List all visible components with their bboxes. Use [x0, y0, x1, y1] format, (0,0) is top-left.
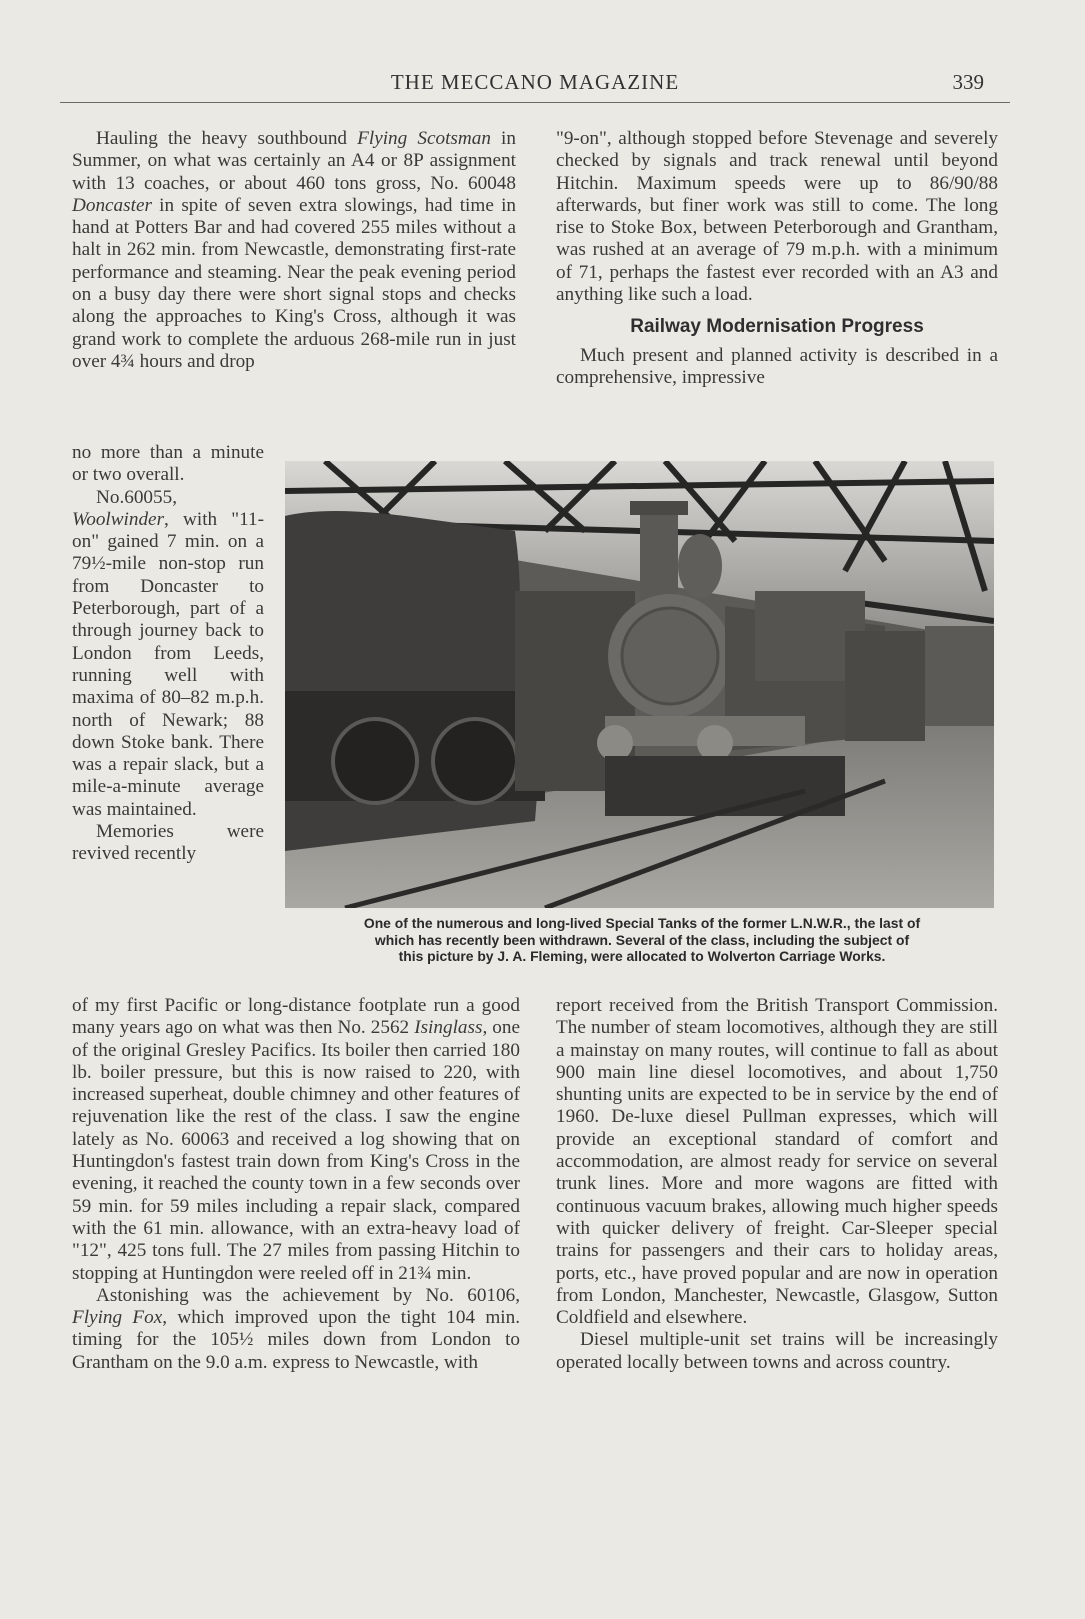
paragraph-flying-scotsman — [72, 128, 516, 373]
text-run: in spite of seven extra slowings, had time in hand at Potters Bar and had covered 255 miles without a halt in 262 min. from Newcastle, demonstrating first-rate performance and steaming. Near the peak evening period on a busy day there were short signal stops and checks along the approaches to King's Cross, although it was grand work to complete the arduous 268-mile run in just over 4¾ hours and drop — [72, 194, 516, 372]
loco-name-italic: Flying Fox — [72, 1307, 163, 1329]
section-heading: Railway Modernisation Progress — [630, 316, 924, 338]
loco-name-italic: Doncaster — [72, 194, 152, 216]
paragraph-flying-fox — [72, 1285, 520, 1374]
journal-title: THE MECCANO MAGAZINE — [390, 70, 680, 94]
text-run: No.60055, — [96, 486, 178, 508]
left-column-top — [72, 128, 516, 373]
paragraph-nine-on: "9-on", although stopped before Stevenage and severely checked by signals and track renewal until beyond Hitchin. Maximum speeds were up to 86/90/88 afterwards, but finer work was still to come. The long rise to Stoke Box, between Peterborough and Grantham, was rushed at an average of 79 m.p.h. with a minimum of 71, perhaps the fastest ever recorded with an A3 and anything like such a load. — [556, 128, 998, 306]
locomotive-photo — [285, 461, 994, 908]
loco-name-italic: Isinglass — [414, 1017, 483, 1039]
right-column-top — [556, 128, 998, 389]
text-run: in Summer, on what was certainly an A4 or 8P assignment with 13 coaches, or about 460 tons gross, No. 60048 — [72, 128, 516, 194]
paragraph-diesel: Diesel multiple-unit set trains will be increasingly operated locally between towns and across country. — [556, 1329, 998, 1373]
caption-line: One of the numerous and long-lived Special Tanks of the former L.N.W.R., the last of — [363, 915, 921, 931]
caption-line: this picture by J. A. Fleming, were allocated to Wolverton Carriage Works. — [398, 948, 886, 964]
paragraph-modernisation-rest: report received from the British Transport Commission. The number of steam locomotives, although they are still a mainstay on many routes, will continue to fall as about 900 main line diesel locomotives, and about 1,750 shunting units are expected to be in service by the end of 1960. De-luxe diesel Pullman expresses, which will provide an exceptional standard of comfort and accommodation, are almost ready for service on several trunk lines. More and more wagons are fitted with continuous vacuum brakes, allowing much higher speeds with quicker delivery of freight. Car-Sleeper special trains for passengers and their cars to holiday areas, ports, etc., have proved popular and are now in operation from London, Manchester, Newcastle, Glasgow, Sutton Coldfield and elsewhere. — [556, 995, 998, 1329]
loco-name-italic: Woolwinder — [72, 508, 165, 530]
text-run: , with "11-on" gained 7 min. on a 79½-mile non-stop run from Doncaster to Peterborough, part of a through journey back to London from Leeds, running well with maxima of 80–82 m.p.h. north of Newark; 88 down Stoke bank. There was a repair slack, but a mile-a-minute average was maintained. — [72, 508, 264, 820]
running-head — [60, 66, 1010, 103]
text-run: Hauling the heavy southbound — [96, 128, 358, 149]
caption-line: which has recently been withdrawn. Several of the class, including the subject of — [374, 931, 910, 948]
paragraph-isinglass — [72, 995, 520, 1285]
text-run: , one of the original Gresley Pacifics. Its boiler then carried 180 lb. boiler pressure, but this is now raised to 220, with increased superheat, double chimney and other features of rejuvenation like the rest of the class. I saw the engine lately as No. 60063 and received a log showing that on Huntingdon's fastest train down from King's Cross in the evening, it reached the county town in a few seconds over 59 min. for 59 miles including a repair slack, compared with the 61 min. allowance, with an extra-heavy load of "12", 425 tons full. The 27 miles from passing Hitchin to stopping at Huntingdon were reeled off in 21¾ min. — [72, 1017, 520, 1284]
paragraph-end: no more than a minute or two overall. — [72, 442, 264, 486]
paragraph-modernisation-start: Much present and planned activity is described in a comprehensive, impressive — [556, 344, 998, 388]
text-run: Astonishing was the achievement by No. 60106, — [96, 1284, 520, 1306]
locomotive-illustration — [285, 461, 994, 908]
narrow-column — [72, 442, 264, 866]
right-column-bottom — [556, 995, 998, 1374]
paragraph-woolwinder — [72, 487, 264, 821]
page-number: 339 — [952, 70, 984, 94]
loco-name-italic: Flying Scotsman — [357, 128, 491, 149]
left-column-bottom — [72, 995, 520, 1374]
text-run: of my first Pacific or long-distance footplate run a good many years ago on what was then No. 2562 — [72, 995, 520, 1039]
paragraph-memories-start: Memories were revived recently — [72, 821, 264, 865]
photo-caption — [290, 915, 994, 965]
text-run: , which improved upon the tight 104 min. timing for the 105½ miles down from London to Grantham on the 9.0 a.m. express to Newcastle, with — [72, 1307, 521, 1373]
